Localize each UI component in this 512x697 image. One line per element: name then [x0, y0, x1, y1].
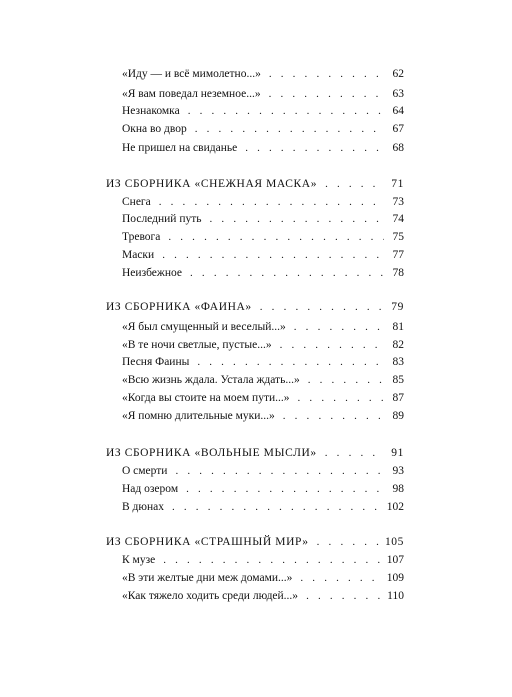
- toc-entry: [122, 409, 404, 423]
- toc-entry: [122, 482, 404, 496]
- dot-leader: [175, 464, 384, 478]
- entry-title: «Иду — и всё мимолетно...»: [122, 68, 261, 80]
- entry-page: 75: [392, 231, 404, 243]
- entry-page: 74: [392, 213, 404, 225]
- toc-entry: [122, 212, 404, 226]
- dot-leader: [159, 195, 384, 209]
- entry-title: «Как тяжело ходить среди людей...»: [122, 590, 299, 602]
- toc-section-heading: [106, 300, 404, 314]
- dot-leader: [195, 122, 384, 136]
- entry-title: «Когда вы стоите на моем пути...»: [122, 392, 290, 404]
- toc-entry: [122, 500, 404, 514]
- entry-title: В дюнах: [122, 501, 164, 513]
- entry-title: «В эти желтые дни меж домами...»: [122, 572, 293, 584]
- entry-page: 83: [392, 356, 404, 368]
- entry-page: 93: [392, 465, 404, 477]
- toc-entry: [122, 464, 404, 478]
- entry-page: 64: [392, 105, 404, 117]
- dot-leader: [280, 338, 384, 352]
- section-page: 105: [384, 536, 404, 548]
- toc-entry: [122, 571, 404, 585]
- toc-entry: [122, 104, 404, 118]
- entry-title: Не пришел на свиданье: [122, 142, 238, 154]
- dot-leader: [300, 571, 380, 585]
- dot-leader: [308, 373, 384, 387]
- dot-leader: [269, 87, 384, 101]
- toc-entry: [122, 266, 404, 280]
- toc-entry: [122, 248, 404, 262]
- section-title: ИЗ СБОРНИКА «СНЕЖНАЯ МАСКА»: [106, 178, 318, 190]
- section-title: ИЗ СБОРНИКА «ВОЛЬНЫЕ МЫСЛИ»: [106, 447, 317, 459]
- toc-entry: [122, 553, 404, 567]
- entry-page: 63: [392, 88, 404, 100]
- entry-title: «В те ночи светлые, пустые...»: [122, 339, 272, 351]
- toc-section-heading: [106, 535, 404, 549]
- toc-entry: [122, 67, 404, 81]
- entry-page: 81: [392, 321, 404, 333]
- toc-entry: [122, 373, 404, 387]
- toc-entry: [122, 391, 404, 405]
- dot-leader: [163, 553, 381, 567]
- entry-title: Неизбежное: [122, 267, 183, 279]
- entry-title: Песня Фаины: [122, 356, 190, 368]
- entry-title: «Всю жизнь ждала. Устала ждать...»: [122, 374, 300, 386]
- dot-leader: [190, 266, 384, 280]
- toc-section-heading: [106, 446, 404, 460]
- entry-title: «Я был смущенный и веселый...»: [122, 321, 286, 333]
- dot-leader: [210, 212, 384, 226]
- dot-leader: [197, 355, 384, 369]
- toc-section-heading: [106, 177, 404, 191]
- dot-leader: [260, 300, 384, 314]
- toc-entry: [122, 355, 404, 369]
- section-title: ИЗ СБОРНИКА «ФАИНА»: [106, 301, 252, 313]
- dot-leader: [306, 589, 381, 603]
- dot-leader: [188, 104, 384, 118]
- dot-leader: [283, 409, 384, 423]
- entry-page: 62: [392, 68, 404, 80]
- entry-page: 82: [392, 339, 404, 351]
- entry-page: 85: [392, 374, 404, 386]
- entry-title: «Я вам поведал неземное...»: [122, 88, 261, 100]
- entry-title: Маски: [122, 249, 155, 261]
- entry-page: 109: [386, 572, 404, 584]
- entry-page: 107: [386, 554, 404, 566]
- entry-page: 98: [392, 483, 404, 495]
- dot-leader: [325, 177, 384, 191]
- entry-page: 110: [387, 590, 404, 602]
- toc-entry: [122, 195, 404, 209]
- entry-title: К музе: [122, 554, 156, 566]
- toc-entry: [122, 338, 404, 352]
- toc-entry: [122, 141, 404, 155]
- toc-entry: [122, 87, 404, 101]
- section-title: ИЗ СБОРНИКА «СТРАШНЫЙ МИР»: [106, 536, 309, 548]
- dot-leader: [186, 482, 384, 496]
- entry-title: Окна во двор: [122, 123, 187, 135]
- dot-leader: [298, 391, 384, 405]
- entry-page: 68: [392, 142, 404, 154]
- section-page: 91: [391, 447, 404, 459]
- entry-page: 77: [392, 249, 404, 261]
- entry-page: 102: [386, 501, 404, 513]
- entry-page: 89: [392, 410, 404, 422]
- dot-leader: [317, 535, 379, 549]
- entry-title: Тревога: [122, 231, 161, 243]
- dot-leader: [325, 446, 384, 460]
- toc-entry: [122, 320, 404, 334]
- entry-title: Над озером: [122, 483, 179, 495]
- entry-title: Снега: [122, 196, 151, 208]
- section-page: 71: [391, 178, 404, 190]
- entry-title: Последний путь: [122, 213, 202, 225]
- section-page: 79: [391, 301, 404, 313]
- entry-title: Незнакомка: [122, 105, 180, 117]
- entry-title: О смерти: [122, 465, 168, 477]
- dot-leader: [168, 230, 384, 244]
- dot-leader: [245, 141, 384, 155]
- dot-leader: [162, 248, 384, 262]
- entry-page: 87: [392, 392, 404, 404]
- dot-leader: [269, 67, 384, 81]
- dot-leader: [172, 500, 381, 514]
- toc-entry: [122, 230, 404, 244]
- entry-page: 73: [392, 196, 404, 208]
- entry-page: 67: [392, 123, 404, 135]
- toc-entry: [122, 122, 404, 136]
- entry-page: 78: [392, 267, 404, 279]
- entry-title: «Я помню длительные муки...»: [122, 410, 275, 422]
- dot-leader: [294, 320, 384, 334]
- toc-entry: [122, 589, 404, 603]
